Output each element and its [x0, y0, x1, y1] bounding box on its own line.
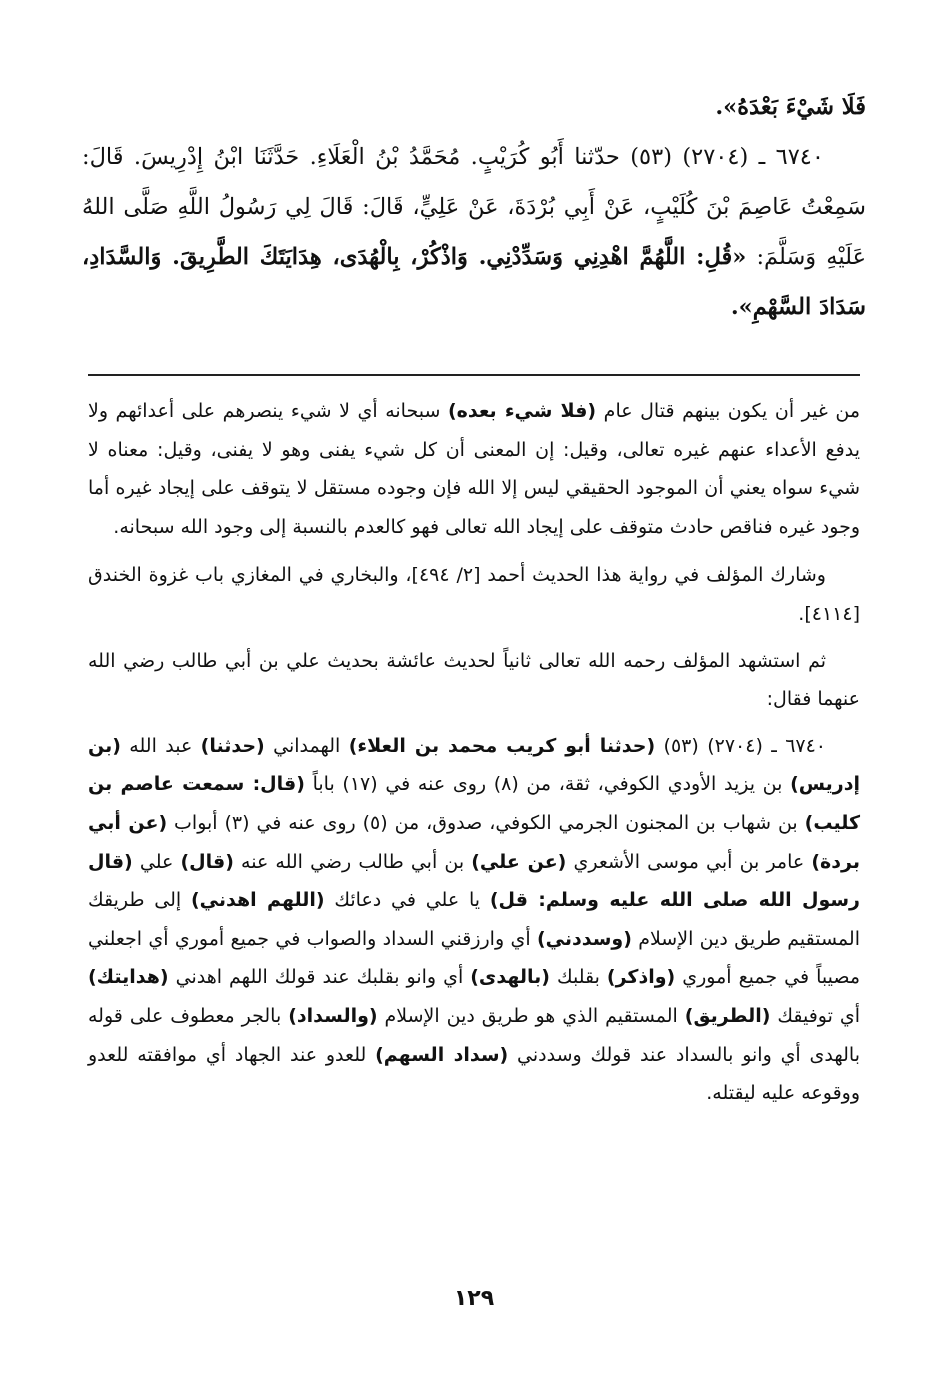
hadith-text-block: [82, 82, 866, 332]
commentary-paragraph-2: وشارك المؤلف في رواية هذا الحديث أحمد [٢/ ٤٩٤]، والبخاري في المغازي باب غزوة الخندق [٤١١٤].: [88, 564, 860, 625]
commentary-text: يا علي في دعائك: [324, 889, 490, 912]
commentary-paragraph-4: [88, 727, 860, 1113]
commentary-text: علي: [132, 850, 181, 873]
previous-hadith-tail: فَلَا شَيْءَ بَعْدَهُ».: [715, 94, 866, 120]
commentary-text: بن شهاب بن المجنون الجرمي الكوفي، صدوق، من (٥) روى عنه في (٣) أبواب: [167, 811, 805, 834]
commentary-text: للعدو عند الجهاد أي موافقته للعدو ووقوعه عليه ليقتله.: [88, 1043, 860, 1105]
hadith-paragraph: [82, 132, 866, 332]
commentary-block: [88, 392, 860, 1121]
hadith-number: ٦٧٤٠ ـ (٢٧٠٤) (٥٣): [630, 144, 824, 170]
bold-quoted-text: (بالهدى): [470, 966, 550, 989]
hadith-isnad: حدّثنا أَبُو كُرَيْبٍ. مُحَمَّدُ بْنُ الْعَلَاءِ. حَدَّثَنَا ابْنُ إِدْرِيسَ. قَالَ: سَمِعْتُ عَاصِمَ بْنَ كُلَيْبٍ، عَنْ أَبِي بُرْدَةَ، عَنْ عَلِيٍّ، قَالَ: قَالَ لِي رَسُولُ اللَّهِ صَلَّى اللهُ عَلَيْهِ وَسَلَّمَ:: [82, 144, 866, 270]
bold-quoted-text: (قال رسول الله صلى الله عليه وسلم: قل): [88, 850, 860, 912]
bold-quoted-text: (والسداد): [288, 1004, 378, 1027]
bold-quoted-text: (حدثنا): [200, 734, 265, 757]
commentary-text: سبحانه أي لا شيء ينصرهم على أعدائهم ولا يدفع الأعداء عنهم غيره تعالى، وقيل: إن المعنى أن كل شيء يفنى وهو لا يفنى، وقيل: معناه لا شيء سواه يعني أن الموجود الحقيقي ليس إلا الله فإن وجوده مستقل لا يتوقف على إيجاد غيره أما وجود غيره فناقص حادث متوقف على إيجاد الله تعالى فهو كالعدم بالنسبة إلى وجود الله سبحانه.: [88, 400, 860, 538]
commentary-text: أي وارزقني السداد والصواب في جميع أموري أي اجعلني مصيباً في جميع أموري: [88, 927, 860, 989]
commentary-text: أي وانو بقلبك عند قولك اللهم اهدني: [168, 966, 471, 989]
commentary-text: عبد الله: [120, 734, 201, 757]
hadith-matn: «قُلِ: اللَّهُمَّ اهْدِنِي وَسَدِّدْنِي. وَاذْكُرْ، بِالْهُدَى، هِدَايَتَكَ الطَّرِيقَ. وَالسَّدَادِ، سَدَادَ السَّهْمِ».: [82, 244, 866, 320]
commentary-text: إلى طريقك المستقيم طريق دين الإسلام: [88, 889, 860, 950]
commentary-text: بن أبي طالب رضي الله عنه: [233, 850, 472, 873]
commentary-text: أي توفيقك: [770, 1004, 860, 1027]
bold-quoted-text: (بن إدريس): [88, 734, 860, 796]
commentary-text: المستقيم الذي هو طريق دين الإسلام: [377, 1004, 685, 1027]
footnote-divider: [88, 374, 860, 376]
commentary-paragraph-1: [88, 392, 860, 546]
bold-quoted-text: (هدايتك): [88, 966, 169, 989]
previous-hadith-ending: [82, 82, 866, 132]
bold-quoted-text: (الطريق): [684, 1004, 771, 1027]
bold-quoted-text: (اللهم اهدني): [190, 889, 325, 912]
bold-quoted-text: (وسددني): [536, 927, 632, 950]
bold-quoted-text: (عن أبي بردة): [88, 811, 860, 873]
commentary-text: ٦٧٤٠ ـ (٢٧٠٤) (٥٣): [655, 734, 827, 757]
bold-quoted-text: (واذكر): [606, 966, 676, 989]
bold-quoted-text: (فلا شيء بعده): [447, 400, 597, 422]
page-number: ١٢٩: [453, 1286, 495, 1311]
commentary-text: عامر بن أبي موسى الأشعري: [566, 850, 812, 873]
commentary-text: الهمداني: [264, 734, 349, 757]
commentary-text: بالجر معطوف على قوله بالهدى أي وانو بالسداد عند قولك وسددني: [88, 1004, 860, 1066]
bold-quoted-text: (سداد السهم): [375, 1043, 509, 1066]
bold-quoted-text: (قال): [180, 850, 234, 873]
bold-quoted-text: (عن علي): [471, 850, 567, 873]
commentary-text: من غير أن يكون بينهم قتال عام: [596, 400, 861, 422]
bold-quoted-text: (قال: سمعت عاصم بن كليب): [88, 773, 860, 834]
bold-quoted-text: (حدثنا أبو كريب محمد بن العلاء): [348, 734, 656, 757]
commentary-text: بقلبك: [549, 966, 607, 989]
commentary-text: بن يزيد الأودي الكوفي، ثقة، من (٨) روى عنه في (١٧) باباً: [304, 773, 791, 796]
commentary-paragraph-3: ثم استشهد المؤلف رحمه الله تعالى ثانياً لحديث عائشة بحديث علي بن أبي طالب رضي الله عنهما فقال:: [88, 649, 860, 711]
